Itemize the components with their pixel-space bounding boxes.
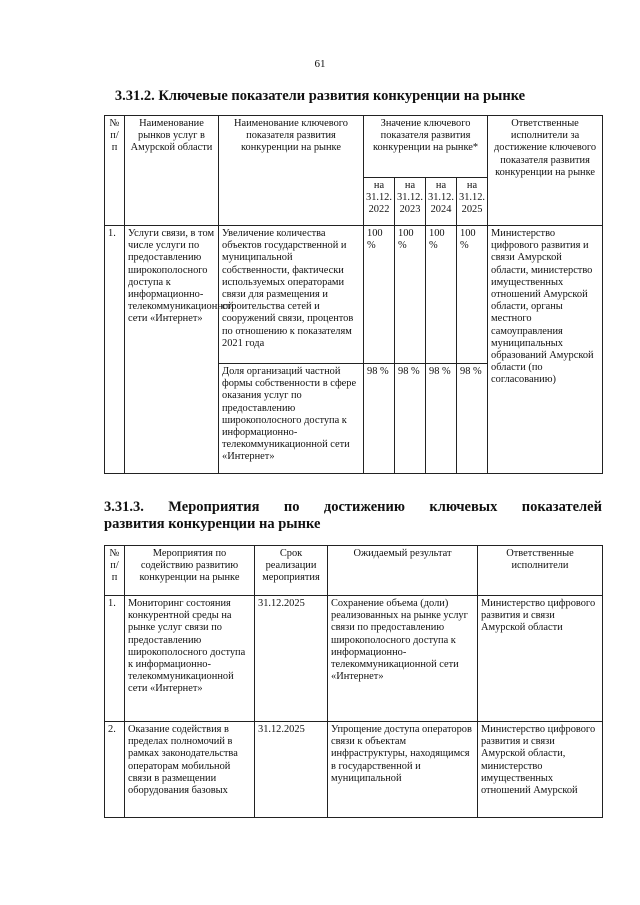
row-num: 1. [105, 596, 125, 722]
row-responsible: Министерство цифрового развития и связи Амурской области, министерство имущественных отношений Амурской [478, 722, 603, 818]
title-word: по [283, 499, 300, 515]
header-year-2022: на 31.12. 2022 [364, 178, 395, 226]
row-measure: Оказание содействия в пределах полномочий в рамках законодательства операторам мобильной связи в размещении оборудования базовых [125, 722, 255, 818]
header-num: № п/п [105, 116, 125, 226]
indicator-value: 100 % [457, 226, 488, 364]
page-number: 61 [314, 58, 326, 70]
header-year-2023: на 31.12. 2023 [395, 178, 426, 226]
header-value: Значение ключевого показателя развития конкуренции на рынке* [364, 116, 488, 178]
title-word: 3.31.3. [104, 499, 144, 515]
key-indicators-table [104, 115, 603, 474]
row-measure: Мониторинг состояния конкурентной среды на рынке услуг связи по предоставлению широкополосного доступа к информационно-телекоммуникационной сети «Интернет» [125, 596, 255, 722]
header-responsible: Ответственные исполнители [478, 546, 603, 596]
indicator-name: Доля организаций частной формы собственности в сфере оказания услуг по предоставлению широкополосного доступа к информационно-телекоммуникационной сети «Интернет» [219, 364, 364, 474]
row-num: 2. [105, 722, 125, 818]
indicator-value: 100 % [364, 226, 395, 364]
row-deadline: 31.12.2025 [255, 722, 328, 818]
indicator-value: 98 % [426, 364, 457, 474]
row-deadline: 31.12.2025 [255, 596, 328, 722]
row-result: Сохранение объема (доли) реализованных на рынке услуг связи по предоставлению широкополосного доступа к информационно-телекоммуникационной сети «Интернет» [328, 596, 478, 722]
section-title-3-31-3 [104, 499, 602, 533]
header-indicator: Наименование ключевого показателя развития конкуренции на рынке [219, 116, 364, 226]
indicator-name: Увеличение количества объектов государственной и муниципальной собственности, фактически используемых операторами связи для размещения и строительства сетей и сооружений связи, процентов по отношению к показателям 2021 года [219, 226, 364, 364]
row-responsible: Министерство цифрового развития и связи Амурской области, министерство имущественных отношений Амурской области, органы местного самоуправления муниципальных образований Амурской области (по согласованию) [488, 226, 603, 474]
header-num: № п/п [105, 546, 125, 596]
title-word: достижению [323, 499, 405, 515]
indicator-value: 98 % [395, 364, 426, 474]
indicator-value: 100 % [395, 226, 426, 364]
header-year-2024: на 31.12. 2024 [426, 178, 457, 226]
header-market: Наименование рынков услуг в Амурской области [125, 116, 219, 226]
row-market: Услуги связи, в том числе услуги по предоставлению широкополосного доступа к информационно-телекоммуникационной сети «Интернет» [125, 226, 219, 474]
title-word: показателей [521, 499, 602, 515]
indicator-value: 98 % [457, 364, 488, 474]
header-year-2025: на 31.12. 2025 [457, 178, 488, 226]
row-responsible: Министерство цифрового развития и связи Амурской области [478, 596, 603, 722]
measures-table [104, 545, 603, 818]
header-result: Ожидаемый результат [328, 546, 478, 596]
indicator-value: 98 % [364, 364, 395, 474]
header-measures: Мероприятия по содействию развитию конкуренции на рынке [125, 546, 255, 596]
row-result: Упрощение доступа операторов связи к объектам инфраструктуры, находящимся в государственной и муниципальной [328, 722, 478, 818]
title-line-2: развития конкуренции на рынке [104, 516, 321, 532]
title-word: ключевых [429, 499, 498, 515]
header-responsible: Ответственные исполнители за достижение ключевого показателя развития конкуренции на рынке [488, 116, 603, 226]
row-num: 1. [105, 226, 125, 474]
title-word: Мероприятия [168, 499, 260, 515]
section-title-3-31-2: 3.31.2. Ключевые показатели развития конкуренции на рынке [114, 88, 526, 104]
indicator-value: 100 % [426, 226, 457, 364]
header-deadline: Срок реализации мероприятия [255, 546, 328, 596]
